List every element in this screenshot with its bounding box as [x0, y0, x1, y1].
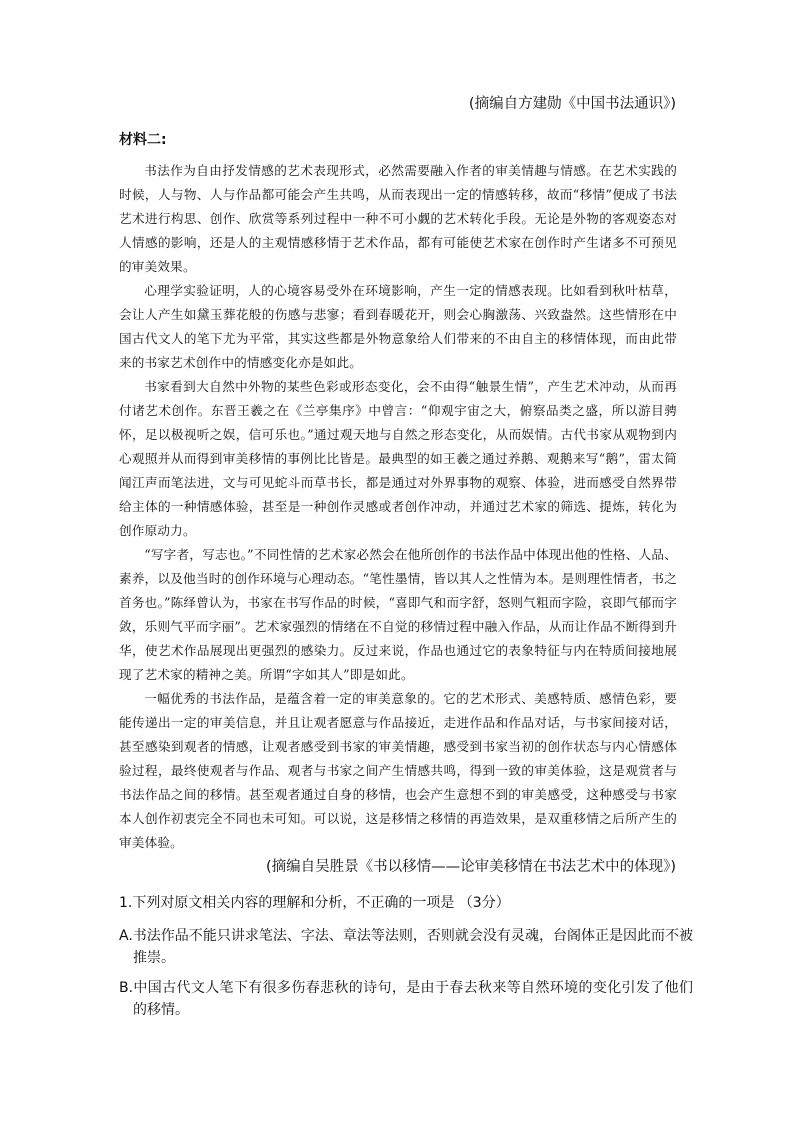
paragraph-3: 书家看到大自然中外物的某些色彩或形态变化，会不由得“触景生情”，产生艺术冲动，从而再付诸艺术创作。东晋王羲之在《兰亭集序》中曾言：“仰观宇宙之大，俯察品类之盛，所以游目骋怀，足以极视听之娱，信可乐也。”通过观天地与自然之形态变化，从而娱情。古代书家从观物到内心观照并从而得到审美移情的事例比比皆是。最典型的如王羲之通过养鹅、观鹅来写“鹅”，雷太简闻江声而笔法进，文与可见蛇斗而草书长，都是通过对外界事物的观察、体验，进而感受自然界带给主体的一种情感体验，甚至是一种创作灵感或者创作冲动，并通过艺术家的筛选、提炼，转化为创作原动力。 [119, 379, 677, 538]
source-citation-top: (摘编自方建勋《中国书法通识》) [468, 96, 676, 112]
paragraph-4: “写字者，写志也。”不同性情的艺术家必然会在他所创作的书法作品中体现出他的性格、人品、素养，以及他当时的创作环境与心理动态。“笔性墨情，皆以其人之性情为本。是则理性情者，书之首务也。”陈绎曾认为，书家在书写作品的时候，“喜即气和而字舒，怒则气粗而字险，哀即气郁而字敛，乐则气平而字丽”。艺术家强烈的情绪在不自觉的移情过程中融入作品，从而让作品不断得到升华，使艺术作品展现出更强烈的感染力。反过来说，作品也通过它的表象特征与内在特质间接地展现了艺术家的精神之美。所谓“字如其人”即是如此。 [119, 547, 677, 682]
paragraph-5: 一幅优秀的书法作品，是蕴含着一定的审美意象的。它的艺术形式、美感特质、感情色彩，要能传递出一定的审美信息，并且让观者愿意与作品接近，走进作品和作品对话，与书家间接对话，甚至感染到观者的情感，让观者感受到书家的审美情趣，感受到书家当初的创作状态与内心情感体验过程，最终使观者与作品、观者与书家之间产生情感共鸣，得到一致的审美体验，这是观赏者与书法作品之间的移情。甚至观者通过自身的移情，也会产生意想不到的审美感受，这种感受与书家本人创作初衷完全不同也未可知。可以说，这是移情之移情的再造效果，是双重移情之后所产生的审美体验。 [119, 691, 677, 850]
question-stem: 1.下列对原文相关内容的理解和分析，不正确的一项是 （3分） [119, 895, 510, 911]
paragraph-1: 书法作为自由抒发情感的艺术表现形式，必然需要融入作者的审美情趣与情感。在艺术实践的时候，人与物、人与作品都可能会产生共鸣，从而表现出一定的情感转移，故而“移情”便成了书法艺术进行构思、创作、欣赏等系列过程中一种不可小觑的艺术转化手段。无论是外物的客观姿态对人情感的影响，还是人的主观情感移情于艺术作品，都有可能使艺术家在创作时产生诸多不可预见的审美效果。 [119, 163, 677, 274]
material-heading: 材料二: [119, 132, 167, 148]
paragraph-2: 心理学实验证明，人的心境容易受外在环境影响，产生一定的情感表现。比如看到秋叶枯草，会让人产生如黛玉葬花般的伤感与悲寥；看到春暖花开，则会心胸激荡、兴致盎然。这些情形在中国古代文人的笔下尤为平常，其实这些都是外物意象给人们带来的不由自主的移情体现，而由此带来的书家艺术创作中的情感变化亦是如此。 [119, 283, 677, 370]
option-b: B.中国古代文人笔下有很多伤春悲秋的诗句，是由于春去秋来等自然环境的变化引发了他们的移情。 [119, 980, 693, 1018]
option-a: A.书法作品不能只讲求笔法、字法、章法等法则，否则就会没有灵魂，台阁体正是因此而不被推崇。 [119, 928, 693, 966]
source-citation-bottom: (摘编自吴胜景《书以移情——论审美移情在书法艺术中的体现》) [265, 859, 676, 875]
